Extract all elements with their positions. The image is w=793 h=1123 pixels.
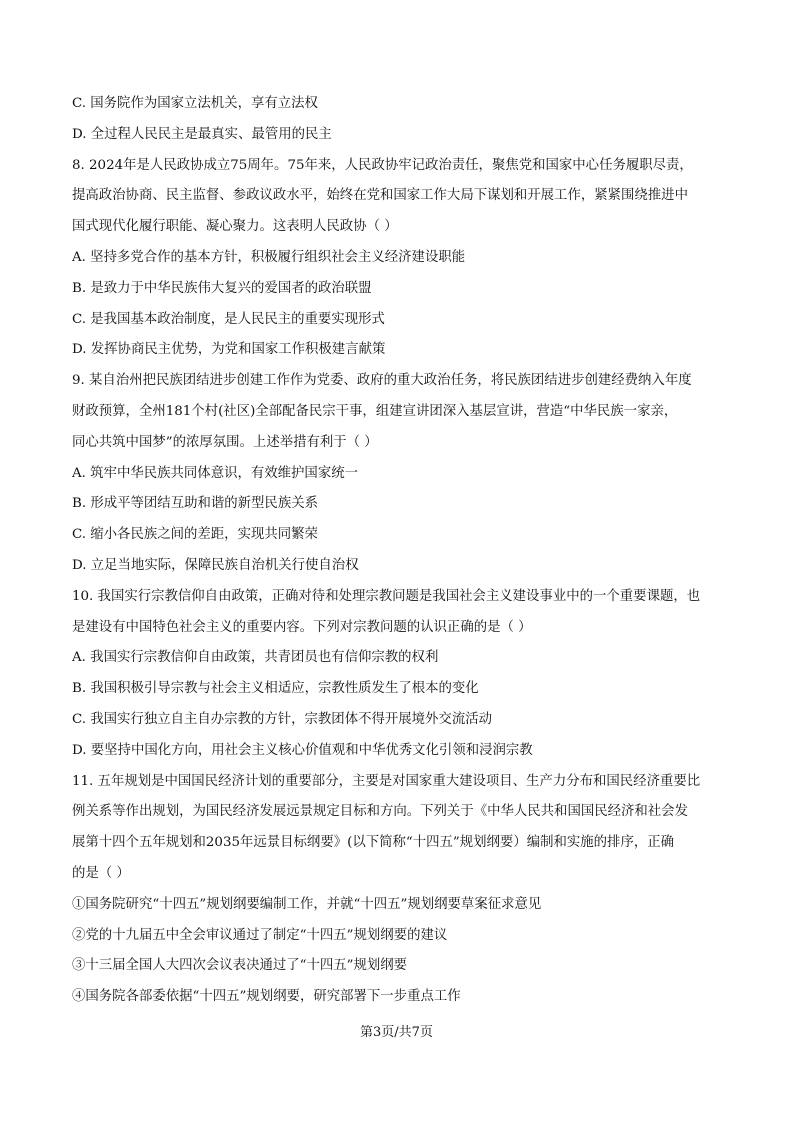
option-d: D. 要坚持中国化方向，用社会主义核心价值观和中华优秀文化引领和浸润宗教 — [72, 742, 533, 758]
question-stem-line: 同心共筑中国梦”的浓厚氛围。上述举措有利于（ ） — [72, 434, 378, 450]
option-b: B. 我国积极引导宗教与社会主义相适应，宗教性质发生了根本的变化 — [72, 681, 479, 697]
option-c: C. 我国实行独立自主自办宗教的方针，宗教团体不得开展境外交流活动 — [72, 711, 492, 727]
numbered-item-4: ④国务院各部委依据“十四五”规划纲要，研究部署下一步重点工作 — [72, 989, 461, 1005]
question-stem-line: 财政预算，全州181个村(社区)全部配备民宗干事，组建宣讲团深入基层宣讲，营造“中华民族一家亲， — [72, 403, 678, 419]
option-c: C. 是我国基本政治制度，是人民民主的重要实现形式 — [72, 311, 385, 327]
question-stem-line: 提高政治协商、民主监督、参政议政水平，始终在党和国家工作大局下谋划和开展工作，紧紧围绕推进中 — [72, 188, 688, 204]
question-stem-line: 的是（ ） — [72, 865, 130, 881]
option-b: B. 形成平等团结互助和谐的新型民族关系 — [72, 496, 318, 512]
question-stem-line: 展第十四个五年规划和2035年远景目标纲要》(以下简称“十四五”规划纲要）编制和实施的排序，正确 — [72, 835, 675, 851]
page-content — [72, 94, 722, 1007]
question-stem-line: 9. 某自治州把民族团结进步创建工作作为党委、政府的重大政治任务，将民族团结进步创建经费纳入年度 — [72, 373, 692, 389]
option-a: A. 我国实行宗教信仰自由政策，共青团员也有信仰宗教的权利 — [72, 650, 439, 666]
question-9 — [72, 371, 722, 587]
numbered-item-3: ③十三届全国人大四次会议表决通过了“十四五”规划纲要 — [72, 958, 408, 974]
option-c: C. 缩小各民族之间的差距，实现共同繁荣 — [72, 527, 318, 543]
option-b: B. 是致力于中华民族伟大复兴的爱国者的政治联盟 — [72, 280, 372, 296]
option-d: D. 立足当地实际，保障民族自治机关行使自治权 — [72, 557, 359, 573]
question-stem-line: 国式现代化履行职能、凝心聚力。这表明人民政协（ ） — [72, 219, 398, 235]
option-d: D. 发挥协商民主优势，为党和国家工作积极建言献策 — [72, 342, 386, 358]
question-stem-line: 例关系等作出规划，为国民经济发展远景规定目标和方向。下列关于《中华人民共和国国民经济和社会发 — [72, 804, 688, 820]
question-8 — [72, 156, 722, 372]
question-7-options — [72, 94, 722, 156]
page-number-footer: 第3页/共7页 — [360, 1025, 433, 1040]
option-a: A. 坚持多党合作的基本方针，积极履行组织社会主义经济建设职能 — [72, 249, 466, 265]
option-d: D. 全过程人民民主是最真实、最管用的民主 — [72, 126, 332, 142]
question-stem-line: 是建设有中国特色社会主义的重要内容。下列对宗教问题的认识正确的是（ ） — [72, 619, 532, 635]
question-stem-line: 11. 五年规划是中国国民经济计划的重要部分，主要是对国家重大建设项目、生产力分布和国民经济重要比 — [72, 773, 701, 789]
option-c: C. 国务院作为国家立法机关，享有立法权 — [72, 96, 318, 111]
question-10 — [72, 587, 722, 772]
numbered-item-1: ①国务院研究“十四五”规划纲要编制工作，并就“十四五”规划纲要草案征求意见 — [72, 896, 542, 912]
question-stem-line: 8. 2024年是人民政协成立75周年。75年来，人民政协牢记政治责任，聚焦党和国家中心任务履职尽责， — [72, 157, 693, 173]
numbered-item-2: ②党的十九届五中全会审议通过了制定“十四五”规划纲要的建议 — [72, 927, 448, 943]
question-11 — [72, 772, 722, 1008]
question-stem-line: 10. 我国实行宗教信仰自由政策，正确对待和处理宗教问题是我国社会主义建设事业中的一个重要课题，也 — [72, 588, 701, 604]
option-a: A. 筑牢中华民族共同体意识，有效维护国家统一 — [72, 465, 358, 481]
